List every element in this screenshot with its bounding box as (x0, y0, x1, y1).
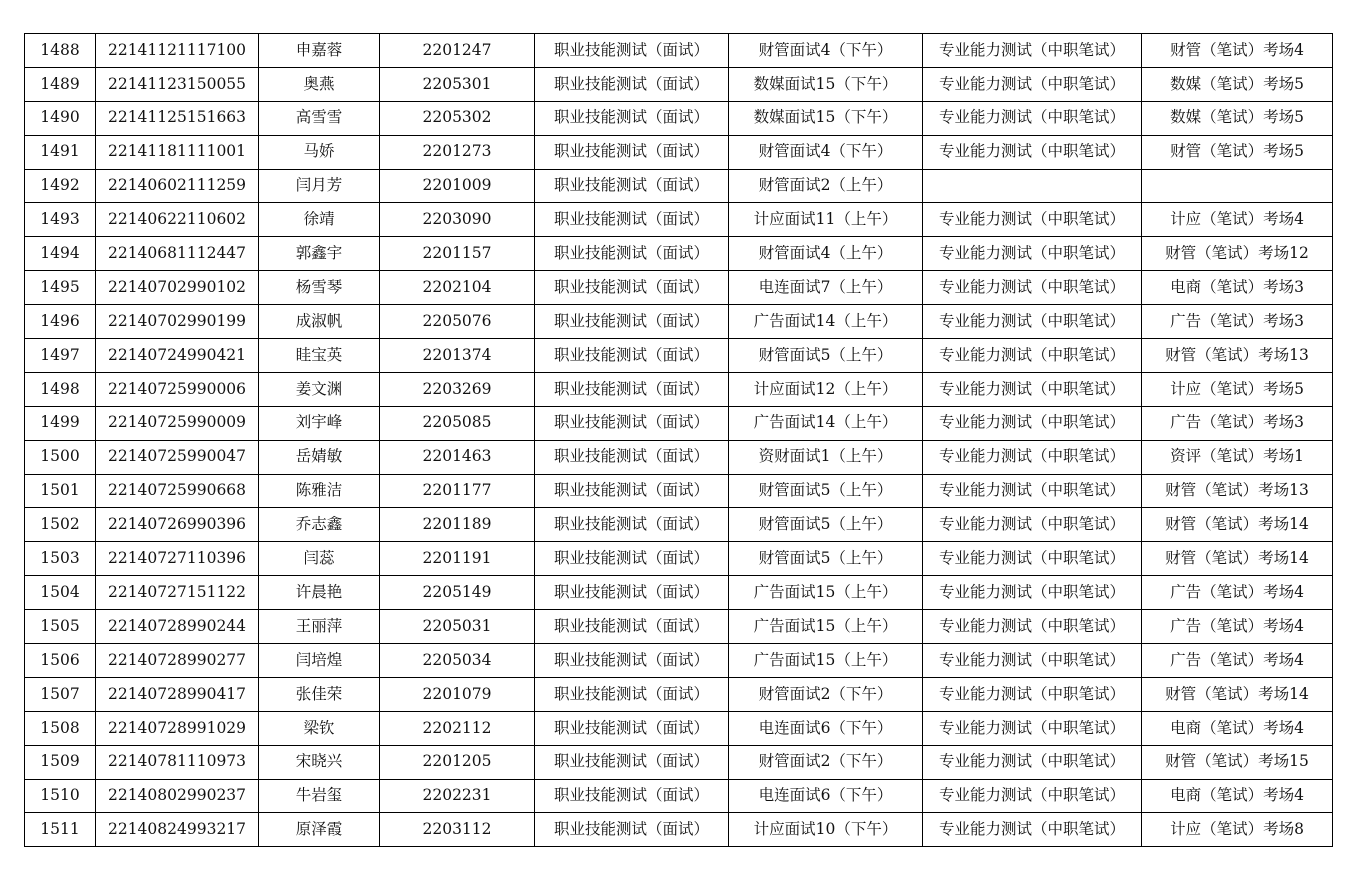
candidate-id-cell: 2205085 (380, 406, 535, 440)
registration-number-cell: 22140781110973 (96, 745, 259, 779)
interview-session-cell: 财管面试2（下午） (729, 745, 923, 779)
second-exam-type-cell: 专业能力测试（中职笔试） (923, 745, 1142, 779)
written-exam-room-cell: 财管（笔试）考场5 (1142, 135, 1333, 169)
registration-number-cell: 22141123150055 (96, 67, 259, 101)
table-row (25, 34, 1333, 68)
interview-session-cell: 广告面试14（上午） (729, 305, 923, 339)
written-exam-room-cell: 广告（笔试）考场3 (1142, 406, 1333, 440)
registration-number-cell: 22140724990421 (96, 339, 259, 373)
first-exam-type-cell: 职业技能测试（面试） (535, 135, 729, 169)
student-name-cell: 高雪雪 (259, 101, 380, 135)
written-exam-room-cell: 财管（笔试）考场14 (1142, 542, 1333, 576)
written-exam-room-cell: 财管（笔试）考场15 (1142, 745, 1333, 779)
written-exam-room-cell: 电商（笔试）考场3 (1142, 271, 1333, 305)
row-index-cell: 1506 (25, 644, 96, 678)
second-exam-type-cell: 专业能力测试（中职笔试） (923, 644, 1142, 678)
interview-session-cell: 财管面试5（上午） (729, 474, 923, 508)
first-exam-type-cell: 职业技能测试（面试） (535, 440, 729, 474)
table-row (25, 271, 1333, 305)
second-exam-type-cell: 专业能力测试（中职笔试） (923, 237, 1142, 271)
written-exam-room-cell: 财管（笔试）考场12 (1142, 237, 1333, 271)
row-index-cell: 1489 (25, 67, 96, 101)
first-exam-type-cell: 职业技能测试（面试） (535, 169, 729, 203)
student-name-cell: 马娇 (259, 135, 380, 169)
student-name-cell: 宋晓兴 (259, 745, 380, 779)
table-row (25, 203, 1333, 237)
student-name-cell: 姜文渊 (259, 372, 380, 406)
table-row (25, 440, 1333, 474)
interview-session-cell: 计应面试10（下午） (729, 813, 923, 847)
table-row (25, 644, 1333, 678)
registration-number-cell: 22140824993217 (96, 813, 259, 847)
row-index-cell: 1495 (25, 271, 96, 305)
written-exam-room-cell: 数媒（笔试）考场5 (1142, 101, 1333, 135)
first-exam-type-cell: 职业技能测试（面试） (535, 339, 729, 373)
written-exam-room-cell: 数媒（笔试）考场5 (1142, 67, 1333, 101)
written-exam-room-cell: 广告（笔试）考场4 (1142, 576, 1333, 610)
candidate-id-cell: 2201191 (380, 542, 535, 576)
row-index-cell: 1498 (25, 372, 96, 406)
second-exam-type-cell: 专业能力测试（中职笔试） (923, 440, 1142, 474)
written-exam-room-cell: 资评（笔试）考场1 (1142, 440, 1333, 474)
candidate-id-cell: 2205034 (380, 644, 535, 678)
candidate-id-cell: 2205031 (380, 610, 535, 644)
first-exam-type-cell: 职业技能测试（面试） (535, 271, 729, 305)
row-index-cell: 1488 (25, 34, 96, 68)
table-row (25, 406, 1333, 440)
interview-session-cell: 财管面试4（下午） (729, 34, 923, 68)
row-index-cell: 1496 (25, 305, 96, 339)
written-exam-room-cell: 财管（笔试）考场13 (1142, 474, 1333, 508)
row-index-cell: 1501 (25, 474, 96, 508)
student-name-cell: 闫蕊 (259, 542, 380, 576)
row-index-cell: 1492 (25, 169, 96, 203)
candidate-id-cell: 2201009 (380, 169, 535, 203)
candidate-id-cell: 2205076 (380, 305, 535, 339)
row-index-cell: 1491 (25, 135, 96, 169)
row-index-cell: 1509 (25, 745, 96, 779)
candidate-id-cell: 2202104 (380, 271, 535, 305)
candidate-id-cell: 2201463 (380, 440, 535, 474)
student-name-cell: 杨雪琴 (259, 271, 380, 305)
first-exam-type-cell: 职业技能测试（面试） (535, 67, 729, 101)
first-exam-type-cell: 职业技能测试（面试） (535, 576, 729, 610)
first-exam-type-cell: 职业技能测试（面试） (535, 34, 729, 68)
written-exam-room-cell: 财管（笔试）考场14 (1142, 508, 1333, 542)
student-name-cell: 岳婧敏 (259, 440, 380, 474)
written-exam-room-cell: 计应（笔试）考场4 (1142, 203, 1333, 237)
registration-number-cell: 22140728990277 (96, 644, 259, 678)
second-exam-type-cell (923, 169, 1142, 203)
student-name-cell: 闫培煌 (259, 644, 380, 678)
student-name-cell: 陈雅洁 (259, 474, 380, 508)
row-index-cell: 1507 (25, 677, 96, 711)
second-exam-type-cell: 专业能力测试（中职笔试） (923, 474, 1142, 508)
registration-number-cell: 22140802990237 (96, 779, 259, 813)
second-exam-type-cell: 专业能力测试（中职笔试） (923, 542, 1142, 576)
row-index-cell: 1504 (25, 576, 96, 610)
candidate-id-cell: 2201079 (380, 677, 535, 711)
row-index-cell: 1499 (25, 406, 96, 440)
registration-number-cell: 22140725990668 (96, 474, 259, 508)
row-index-cell: 1497 (25, 339, 96, 373)
table-row (25, 101, 1333, 135)
candidate-id-cell: 2201247 (380, 34, 535, 68)
interview-session-cell: 电连面试7（上午） (729, 271, 923, 305)
interview-session-cell: 财管面试4（下午） (729, 135, 923, 169)
first-exam-type-cell: 职业技能测试（面试） (535, 203, 729, 237)
table-row (25, 305, 1333, 339)
written-exam-room-cell: 计应（笔试）考场8 (1142, 813, 1333, 847)
second-exam-type-cell: 专业能力测试（中职笔试） (923, 610, 1142, 644)
written-exam-room-cell (1142, 169, 1333, 203)
registration-number-cell: 22141125151663 (96, 101, 259, 135)
second-exam-type-cell: 专业能力测试（中职笔试） (923, 305, 1142, 339)
candidate-id-cell: 2205301 (380, 67, 535, 101)
student-name-cell: 原泽霞 (259, 813, 380, 847)
written-exam-room-cell: 广告（笔试）考场4 (1142, 644, 1333, 678)
candidate-id-cell: 2205149 (380, 576, 535, 610)
interview-session-cell: 财管面试5（上午） (729, 542, 923, 576)
student-name-cell: 许晨艳 (259, 576, 380, 610)
row-index-cell: 1502 (25, 508, 96, 542)
second-exam-type-cell: 专业能力测试（中职笔试） (923, 813, 1142, 847)
registration-number-cell: 22140702990102 (96, 271, 259, 305)
first-exam-type-cell: 职业技能测试（面试） (535, 508, 729, 542)
written-exam-room-cell: 广告（笔试）考场4 (1142, 610, 1333, 644)
interview-session-cell: 广告面试15（上午） (729, 644, 923, 678)
row-index-cell: 1490 (25, 101, 96, 135)
interview-session-cell: 广告面试15（上午） (729, 610, 923, 644)
interview-session-cell: 财管面试2（上午） (729, 169, 923, 203)
interview-session-cell: 资财面试1（上午） (729, 440, 923, 474)
table-row (25, 745, 1333, 779)
interview-session-cell: 电连面试6（下午） (729, 711, 923, 745)
candidate-id-cell: 2203090 (380, 203, 535, 237)
candidate-id-cell: 2201189 (380, 508, 535, 542)
written-exam-room-cell: 广告（笔试）考场3 (1142, 305, 1333, 339)
row-index-cell: 1503 (25, 542, 96, 576)
table-row (25, 610, 1333, 644)
candidate-id-cell: 2203269 (380, 372, 535, 406)
first-exam-type-cell: 职业技能测试（面试） (535, 372, 729, 406)
second-exam-type-cell: 专业能力测试（中职笔试） (923, 711, 1142, 745)
student-name-cell: 刘宇峰 (259, 406, 380, 440)
table-row (25, 237, 1333, 271)
second-exam-type-cell: 专业能力测试（中职笔试） (923, 339, 1142, 373)
interview-session-cell: 财管面试4（上午） (729, 237, 923, 271)
student-name-cell: 徐靖 (259, 203, 380, 237)
table-row (25, 677, 1333, 711)
interview-session-cell: 计应面试12（上午） (729, 372, 923, 406)
table-row (25, 542, 1333, 576)
student-name-cell: 牛岩玺 (259, 779, 380, 813)
second-exam-type-cell: 专业能力测试（中职笔试） (923, 101, 1142, 135)
written-exam-room-cell: 财管（笔试）考场4 (1142, 34, 1333, 68)
table-row (25, 169, 1333, 203)
registration-number-cell: 22140727151122 (96, 576, 259, 610)
registration-number-cell: 22140725990047 (96, 440, 259, 474)
exam-schedule-table (24, 33, 1333, 847)
student-name-cell: 闫月芳 (259, 169, 380, 203)
table-row (25, 711, 1333, 745)
candidate-id-cell: 2205302 (380, 101, 535, 135)
student-name-cell: 张佳荣 (259, 677, 380, 711)
candidate-id-cell: 2201273 (380, 135, 535, 169)
written-exam-room-cell: 财管（笔试）考场13 (1142, 339, 1333, 373)
interview-session-cell: 财管面试5（上午） (729, 508, 923, 542)
candidate-id-cell: 2202231 (380, 779, 535, 813)
registration-number-cell: 22141181111001 (96, 135, 259, 169)
first-exam-type-cell: 职业技能测试（面试） (535, 813, 729, 847)
second-exam-type-cell: 专业能力测试（中职笔试） (923, 779, 1142, 813)
second-exam-type-cell: 专业能力测试（中职笔试） (923, 34, 1142, 68)
registration-number-cell: 22140728991029 (96, 711, 259, 745)
student-name-cell: 王丽萍 (259, 610, 380, 644)
interview-session-cell: 广告面试15（上午） (729, 576, 923, 610)
second-exam-type-cell: 专业能力测试（中职笔试） (923, 135, 1142, 169)
interview-session-cell: 广告面试14（上午） (729, 406, 923, 440)
candidate-id-cell: 2201157 (380, 237, 535, 271)
first-exam-type-cell: 职业技能测试（面试） (535, 406, 729, 440)
table-row (25, 67, 1333, 101)
table-row (25, 339, 1333, 373)
student-name-cell: 成淑帆 (259, 305, 380, 339)
row-index-cell: 1505 (25, 610, 96, 644)
table-body (25, 34, 1333, 847)
registration-number-cell: 22140681112447 (96, 237, 259, 271)
second-exam-type-cell: 专业能力测试（中职笔试） (923, 576, 1142, 610)
second-exam-type-cell: 专业能力测试（中职笔试） (923, 508, 1142, 542)
first-exam-type-cell: 职业技能测试（面试） (535, 542, 729, 576)
written-exam-room-cell: 电商（笔试）考场4 (1142, 711, 1333, 745)
registration-number-cell: 22140725990009 (96, 406, 259, 440)
written-exam-room-cell: 财管（笔试）考场14 (1142, 677, 1333, 711)
first-exam-type-cell: 职业技能测试（面试） (535, 305, 729, 339)
registration-number-cell: 22140726990396 (96, 508, 259, 542)
registration-number-cell: 22140702990199 (96, 305, 259, 339)
row-index-cell: 1493 (25, 203, 96, 237)
second-exam-type-cell: 专业能力测试（中职笔试） (923, 67, 1142, 101)
registration-number-cell: 22140728990417 (96, 677, 259, 711)
interview-session-cell: 数媒面试15（下午） (729, 101, 923, 135)
registration-number-cell: 22140727110396 (96, 542, 259, 576)
candidate-id-cell: 2201177 (380, 474, 535, 508)
student-name-cell: 申嘉蓉 (259, 34, 380, 68)
first-exam-type-cell: 职业技能测试（面试） (535, 474, 729, 508)
first-exam-type-cell: 职业技能测试（面试） (535, 677, 729, 711)
second-exam-type-cell: 专业能力测试（中职笔试） (923, 271, 1142, 305)
student-name-cell: 眭宝英 (259, 339, 380, 373)
second-exam-type-cell: 专业能力测试（中职笔试） (923, 677, 1142, 711)
table-row (25, 576, 1333, 610)
candidate-id-cell: 2201205 (380, 745, 535, 779)
registration-number-cell: 22140602111259 (96, 169, 259, 203)
table-row (25, 508, 1333, 542)
row-index-cell: 1494 (25, 237, 96, 271)
first-exam-type-cell: 职业技能测试（面试） (535, 711, 729, 745)
interview-session-cell: 财管面试2（下午） (729, 677, 923, 711)
first-exam-type-cell: 职业技能测试（面试） (535, 745, 729, 779)
written-exam-room-cell: 电商（笔试）考场4 (1142, 779, 1333, 813)
candidate-id-cell: 2201374 (380, 339, 535, 373)
first-exam-type-cell: 职业技能测试（面试） (535, 101, 729, 135)
written-exam-room-cell: 计应（笔试）考场5 (1142, 372, 1333, 406)
student-name-cell: 郭鑫宇 (259, 237, 380, 271)
interview-session-cell: 数媒面试15（下午） (729, 67, 923, 101)
table-row (25, 372, 1333, 406)
row-index-cell: 1511 (25, 813, 96, 847)
table-row (25, 813, 1333, 847)
second-exam-type-cell: 专业能力测试（中职笔试） (923, 372, 1142, 406)
interview-session-cell: 电连面试6（下午） (729, 779, 923, 813)
student-name-cell: 奥燕 (259, 67, 380, 101)
student-name-cell: 乔志鑫 (259, 508, 380, 542)
first-exam-type-cell: 职业技能测试（面试） (535, 610, 729, 644)
table-row (25, 474, 1333, 508)
registration-number-cell: 22140728990244 (96, 610, 259, 644)
table-row (25, 779, 1333, 813)
registration-number-cell: 22140622110602 (96, 203, 259, 237)
table-row (25, 135, 1333, 169)
first-exam-type-cell: 职业技能测试（面试） (535, 644, 729, 678)
row-index-cell: 1500 (25, 440, 96, 474)
first-exam-type-cell: 职业技能测试（面试） (535, 779, 729, 813)
first-exam-type-cell: 职业技能测试（面试） (535, 237, 729, 271)
interview-session-cell: 财管面试5（上午） (729, 339, 923, 373)
second-exam-type-cell: 专业能力测试（中职笔试） (923, 203, 1142, 237)
student-name-cell: 梁钦 (259, 711, 380, 745)
row-index-cell: 1510 (25, 779, 96, 813)
candidate-id-cell: 2202112 (380, 711, 535, 745)
registration-number-cell: 22141121117100 (96, 34, 259, 68)
registration-number-cell: 22140725990006 (96, 372, 259, 406)
candidate-id-cell: 2203112 (380, 813, 535, 847)
interview-session-cell: 计应面试11（上午） (729, 203, 923, 237)
row-index-cell: 1508 (25, 711, 96, 745)
second-exam-type-cell: 专业能力测试（中职笔试） (923, 406, 1142, 440)
